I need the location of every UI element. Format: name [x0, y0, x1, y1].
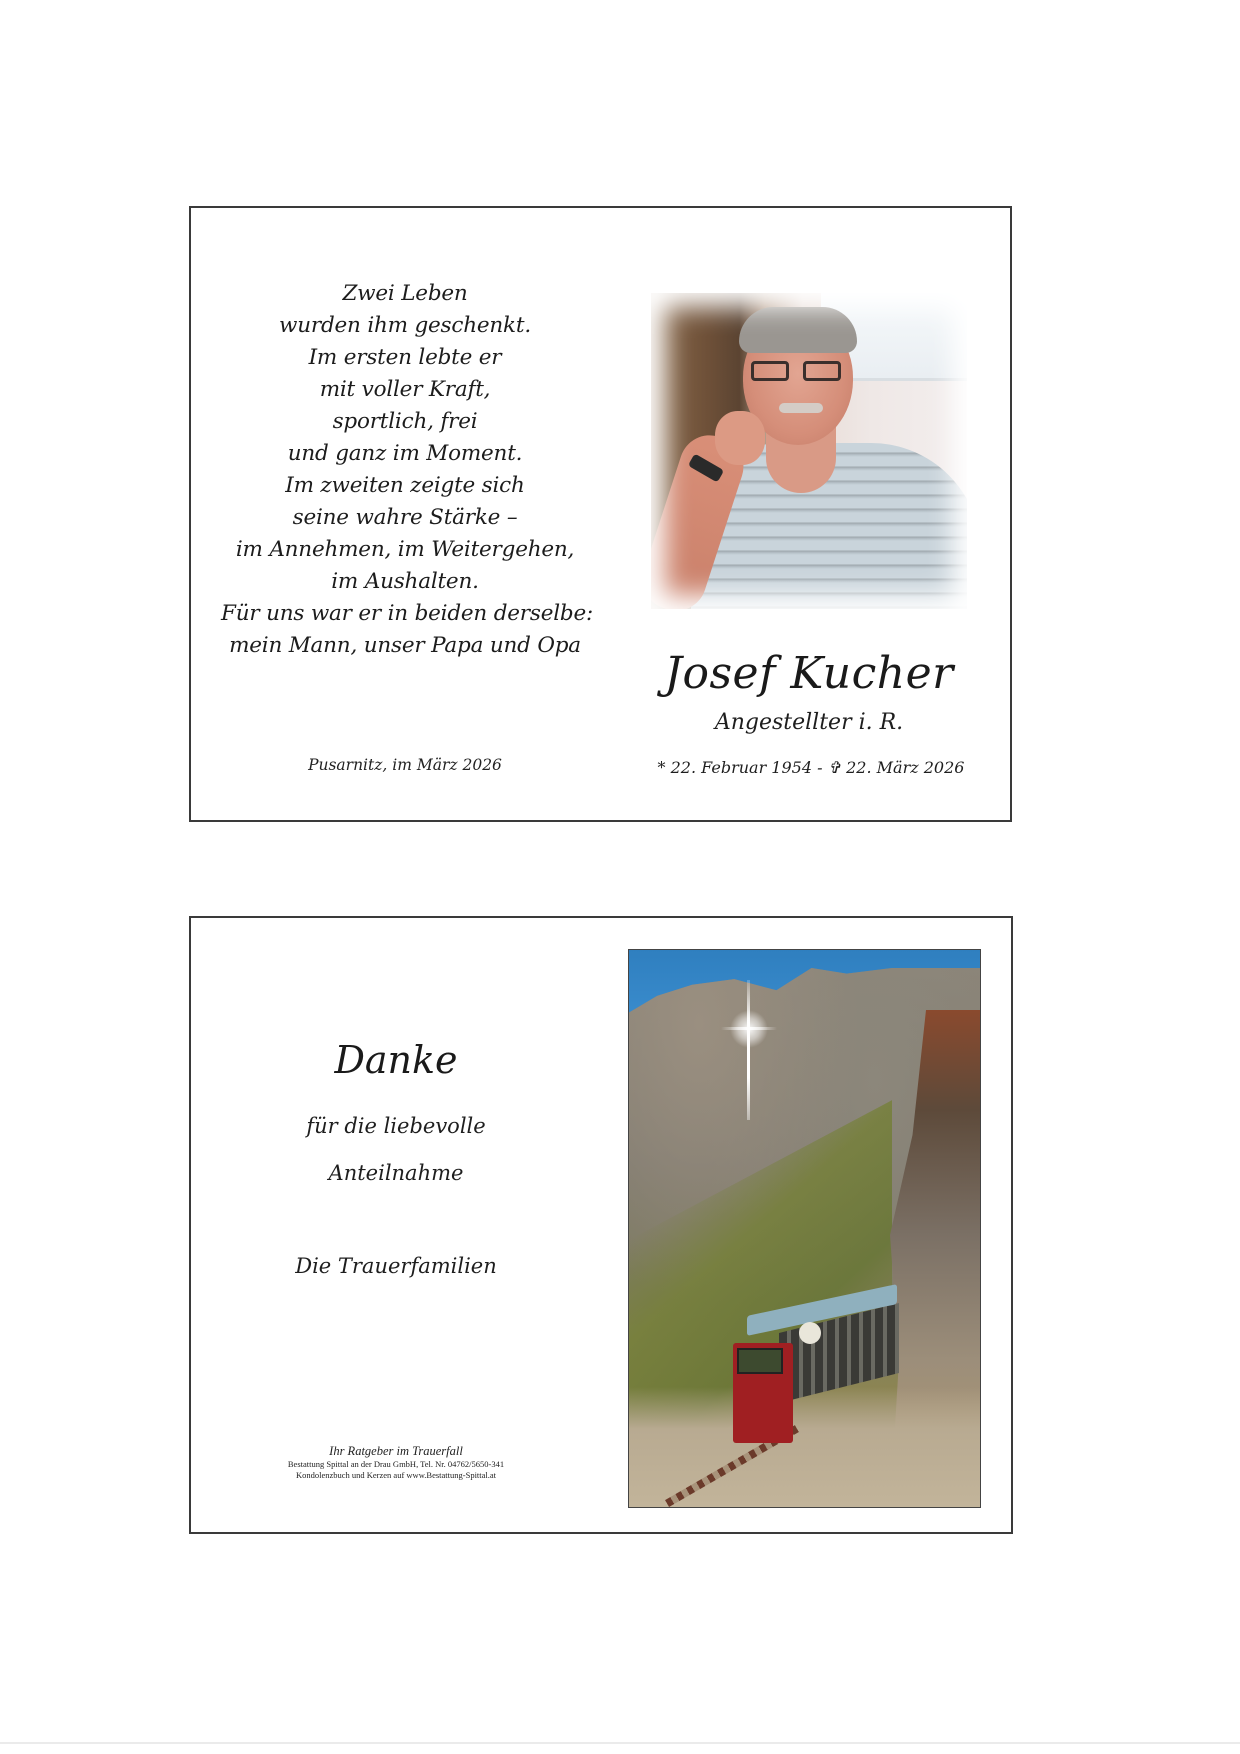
footer-company: Bestattung Spittal an der Drau GmbH, Tel. Nr. 04762/5650-341 — [287, 1459, 505, 1469]
poem-line: mein Mann, unser Papa und Opa — [229, 633, 581, 658]
footer-tagline: Ihr Ratgeber im Trauerfall — [329, 1444, 463, 1458]
funeral-home-footer — [231, 1443, 561, 1481]
birth-star-icon: * — [657, 758, 666, 777]
poem-line: wurden ihm geschenkt. — [279, 313, 531, 338]
poem-line: Im zweiten zeigte sich — [285, 473, 525, 498]
poem-line: im Annehmen, im Weitergehen, — [235, 537, 575, 562]
death-cross-icon: ✞ — [827, 758, 842, 777]
poem-line: Zwei Leben — [342, 281, 468, 306]
poem-line: und ganz im Moment. — [287, 441, 523, 466]
poem-line: im Aushalten. — [331, 569, 479, 594]
scan-edge-line — [0, 1742, 1240, 1744]
death-date: 22. März 2026 — [846, 758, 965, 777]
life-dates — [646, 758, 976, 777]
poem-line: Für uns war er in beiden derselbe: — [221, 601, 594, 626]
thanks-line: für die liebevolle — [306, 1114, 486, 1138]
place-and-date: Pusarnitz, im März 2026 — [308, 756, 502, 774]
portrait-photo — [651, 293, 967, 609]
poem-line: Im ersten lebte er — [308, 345, 502, 370]
deceased-title: Angestellter i. R. — [714, 710, 904, 735]
poem-line: seine wahre Stärke – — [292, 505, 518, 530]
memorial-poem — [221, 278, 594, 662]
poem-line: mit voller Kraft, — [319, 377, 491, 402]
footer-web: Kondolenzbuch und Kerzen auf www.Bestattung-Spittal.at — [295, 1470, 497, 1480]
mountain-train-photo — [628, 949, 981, 1508]
memorial-card-front — [189, 206, 1012, 822]
date-separator: - — [817, 758, 823, 777]
memorial-card-back — [189, 916, 1013, 1534]
thanks-line: Anteilnahme — [328, 1161, 464, 1185]
birth-date: 22. Februar 1954 — [670, 758, 813, 777]
signature: Die Trauerfamilien — [295, 1254, 497, 1278]
deceased-name: Josef Kucher — [664, 648, 954, 699]
thanks-heading: Danke — [334, 1038, 458, 1082]
poem-line: sportlich, frei — [332, 409, 478, 434]
